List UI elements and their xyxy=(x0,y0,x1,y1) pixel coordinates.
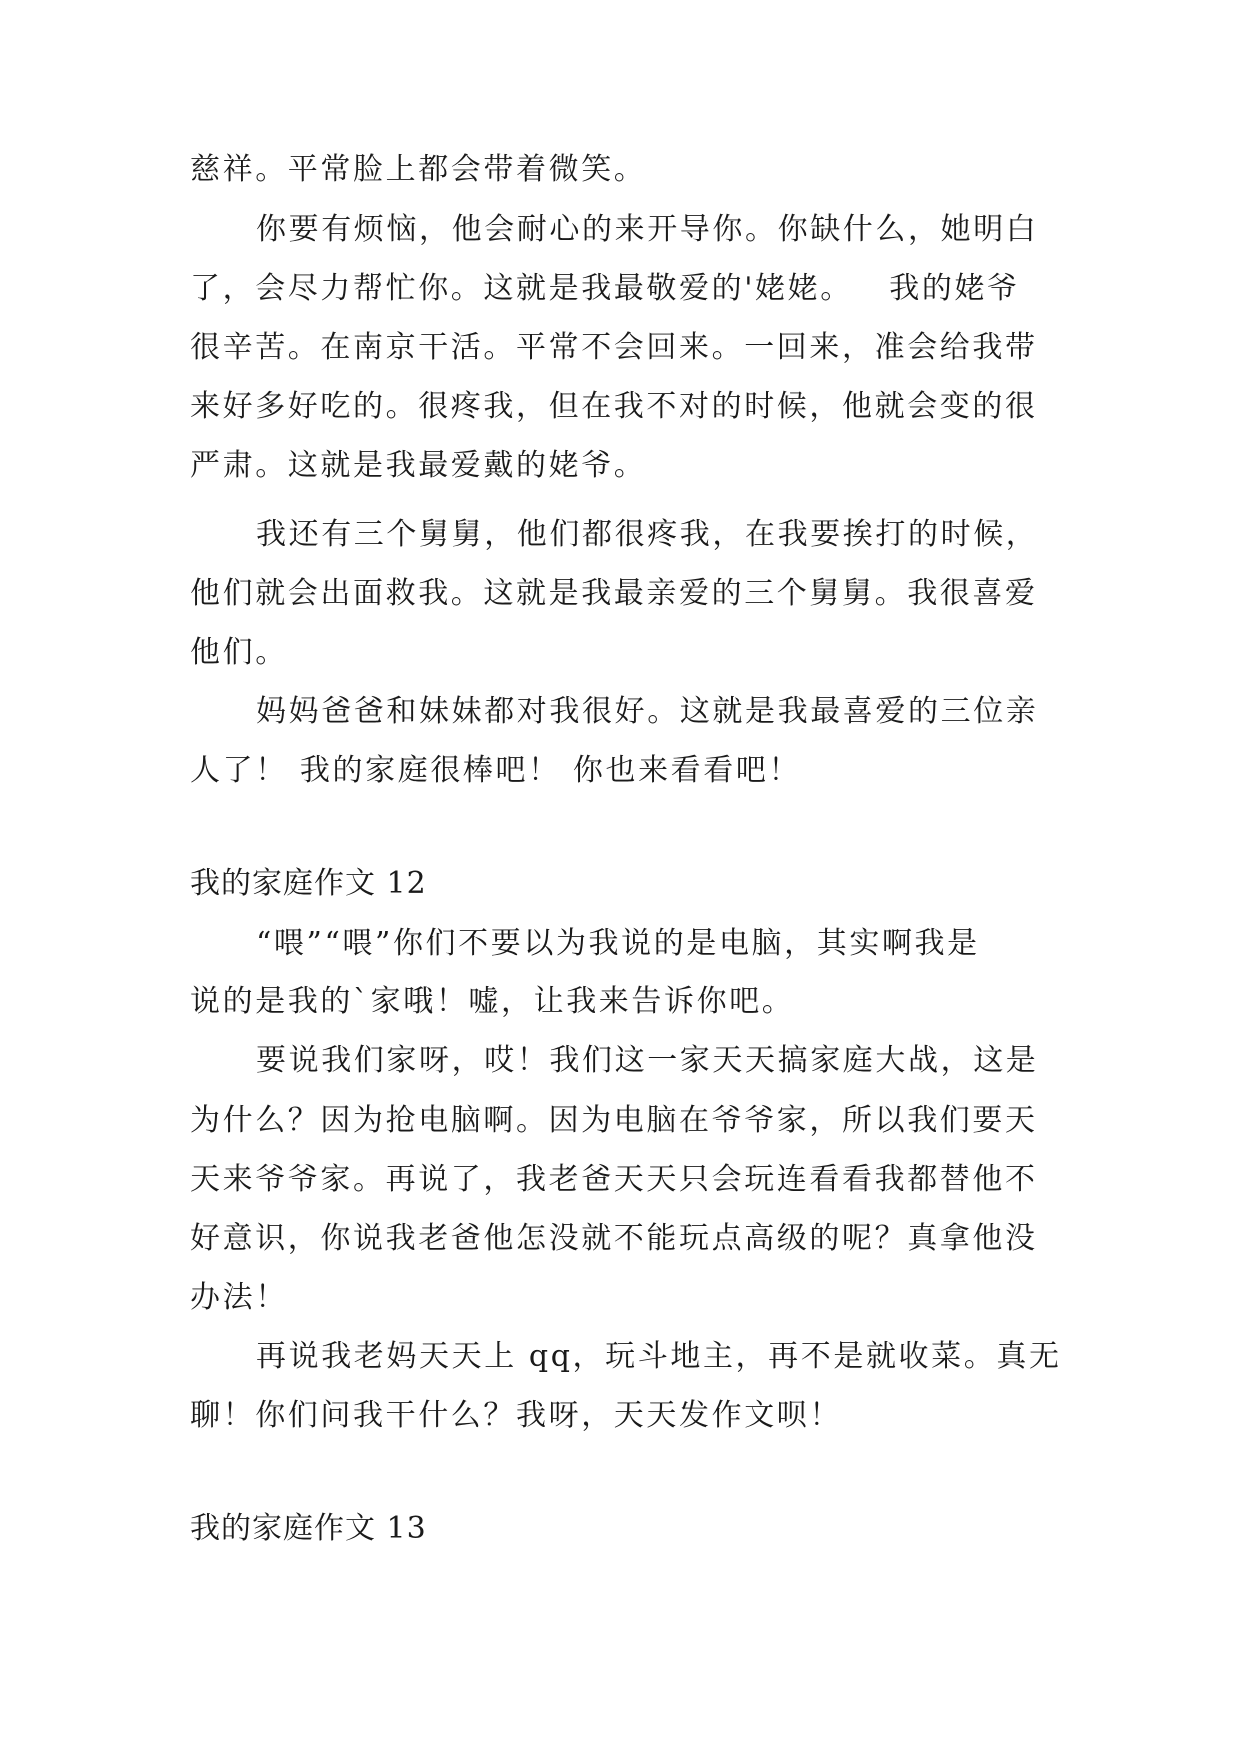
section-heading: 我的家庭作文 13 xyxy=(190,1511,427,1546)
text-line: 聊！你们问我干什么？我呀，天天发作文呗！ xyxy=(190,1398,842,1433)
text-line: 严肃。这就是我最爱戴的姥爷。 xyxy=(190,448,647,483)
text-line: 你要有烦恼，他会耐心的来开导你。你缺什么，她明白 xyxy=(256,212,1039,247)
text-line: 我还有三个舅舅，他们都很疼我，在我要挨打的时候， xyxy=(256,517,1039,552)
section-heading: 我的家庭作文 12 xyxy=(190,866,427,901)
text-line: 人了！ 我的家庭很棒吧！ 你也来看看吧！ xyxy=(190,753,802,788)
text-line: 了，会尽力帮忙你。这就是我最敬爱的'姥姥。 我的姥爷 xyxy=(190,271,1020,306)
text-line: 慈祥。平常脸上都会带着微笑。 xyxy=(190,152,647,187)
text-line: 天来爷爷家。再说了，我老爸天天只会玩连看看我都替他不 xyxy=(190,1162,1038,1197)
text-line: 办法！ xyxy=(190,1280,288,1315)
text-line: 很辛苦。在南京干活。平常不会回来。一回来，准会给我带 xyxy=(190,330,1038,365)
text-line: 他们。 xyxy=(190,635,288,670)
text-line: 说的是我的`家哦！嘘，让我来告诉你吧。 xyxy=(190,984,795,1019)
text-line: 他们就会出面救我。这就是我最亲爱的三个舅舅。我很喜爱 xyxy=(190,576,1038,611)
text-line: 再说我老妈天天上 qq，玩斗地主，再不是就收菜。真无 xyxy=(256,1339,1062,1374)
text-line: 来好多好吃的。很疼我，但在我不对的时候，他就会变的很 xyxy=(190,389,1038,424)
text-line: 妈妈爸爸和妹妹都对我很好。这就是我最喜爱的三位亲 xyxy=(256,694,1039,729)
text-line: 要说我们家呀，哎！我们这一家天天搞家庭大战，这是 xyxy=(256,1043,1039,1078)
text-line: 好意识，你说我老爸他怎没就不能玩点高级的呢？真拿他没 xyxy=(190,1221,1038,1256)
text-line: “喂”“喂”你们不要以为我说的是电脑，其实啊我是 xyxy=(256,926,980,961)
text-line: 为什么？因为抢电脑啊。因为电脑在爷爷家，所以我们要天 xyxy=(190,1103,1038,1138)
